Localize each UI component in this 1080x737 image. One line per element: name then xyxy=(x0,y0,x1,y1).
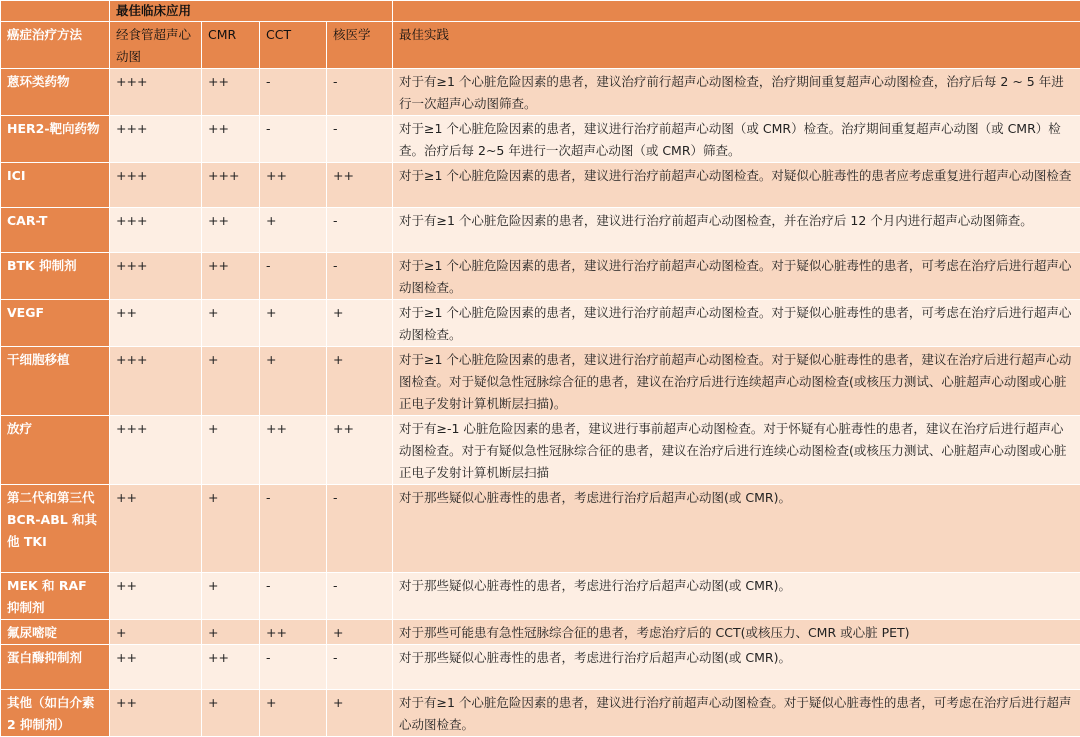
cell-cct: - xyxy=(260,485,327,573)
table-row xyxy=(1,253,1080,300)
cell-practice: 对于≥1 个心脏危险因素的患者，建议进行治疗前超声心动图检查。对于疑似心脏毒性的患者，建议在治疗后进行超声心动图检查。对于疑似急性冠脉综合征的患者，建议在治疗后进行连续超声心动图检查(或核压力测试、心脏超声心动图或心脏正电子发射计算机断层扫描)。 xyxy=(393,347,1080,416)
group-header-best-clinical-use: 最佳临床应用 xyxy=(110,1,393,22)
cell-practice: 对于≥1 个心脏危险因素的患者，建议进行治疗前超声心动图（或 CMR）检查。治疗期间重复超声心动图（或 CMR）检查。治疗后每 2~5 年进行一次超声心动图（或 CMR）筛查。 xyxy=(393,116,1080,163)
cell-practice: 对于有≥1 个心脏危险因素的患者，建议进行治疗前超声心动图检查。对于疑似心脏毒性的患者，可考虑在治疗后进行超声心动图检查。 xyxy=(393,690,1080,737)
cell-echo: ++ xyxy=(110,485,202,573)
cell-nuclear: ++ xyxy=(327,416,393,485)
cell-cct: + xyxy=(260,300,327,347)
table-row xyxy=(1,416,1080,485)
table-row xyxy=(1,300,1080,347)
column-header-practice: 最佳实践 xyxy=(393,22,1080,69)
cell-echo: ++ xyxy=(110,300,202,347)
cell-practice: 对于那些可能患有急性冠脉综合征的患者，考虑治疗后的 CCT(或核压力、CMR 或心脏 PET) xyxy=(393,620,1080,645)
cell-practice: 对于那些疑似心脏毒性的患者，考虑进行治疗后超声心动图(或 CMR)。 xyxy=(393,485,1080,573)
cell-echo: +++ xyxy=(110,416,202,485)
cell-cmr: ++ xyxy=(202,116,260,163)
cell-practice: 对于有≥1 个心脏危险因素的患者，建议进行治疗前超声心动图检查，并在治疗后 12 个月内进行超声心动图筛查。 xyxy=(393,208,1080,253)
cell-practice: 对于有≥-1 心脏危险因素的患者，建议进行事前超声心动图检查。对于怀疑有心脏毒性的患者，建议在治疗后进行超声心动图检查。对于有疑似急性冠脉综合征的患者，建议在治疗后进行连续心动图检查(或核压力测试、心脏超声心动图或心脏正电子发射计算机断层扫描 xyxy=(393,416,1080,485)
cell-cct: - xyxy=(260,253,327,300)
cell-practice: 对于那些疑似心脏毒性的患者，考虑进行治疗后超声心动图(或 CMR)。 xyxy=(393,645,1080,690)
cell-nuclear: - xyxy=(327,116,393,163)
cell-nuclear: + xyxy=(327,300,393,347)
column-header-echo: 经食管超声心动图 xyxy=(110,22,202,69)
row-method: MEK 和 RAF 抑制剂 xyxy=(1,573,110,620)
row-method: 干细胞移植 xyxy=(1,347,110,416)
cell-cct: + xyxy=(260,347,327,416)
table-row xyxy=(1,116,1080,163)
cell-nuclear: + xyxy=(327,690,393,737)
column-header-cct: CCT xyxy=(260,22,327,69)
row-method: 其他（如白介素 2 抑制剂） xyxy=(1,690,110,737)
table-row xyxy=(1,347,1080,416)
cell-echo: ++ xyxy=(110,645,202,690)
column-header-method: 癌症治疗方法 xyxy=(1,22,110,69)
cell-nuclear: + xyxy=(327,620,393,645)
table-row xyxy=(1,620,1080,645)
cell-cmr: + xyxy=(202,300,260,347)
row-method: 氟尿嘧啶 xyxy=(1,620,110,645)
cell-echo: ++ xyxy=(110,690,202,737)
table-row xyxy=(1,69,1080,116)
cell-nuclear: - xyxy=(327,69,393,116)
cell-nuclear: - xyxy=(327,253,393,300)
cell-nuclear: - xyxy=(327,645,393,690)
cell-echo: +++ xyxy=(110,69,202,116)
cell-cmr: ++ xyxy=(202,253,260,300)
cell-echo: +++ xyxy=(110,253,202,300)
row-method: ICI xyxy=(1,163,110,208)
cell-cct: + xyxy=(260,690,327,737)
cell-cct: + xyxy=(260,208,327,253)
row-method: 放疗 xyxy=(1,416,110,485)
column-header-cmr: CMR xyxy=(202,22,260,69)
cell-cmr: ++ xyxy=(202,645,260,690)
cell-echo: +++ xyxy=(110,347,202,416)
cell-cmr: + xyxy=(202,485,260,573)
cell-cct: - xyxy=(260,116,327,163)
cell-cmr: + xyxy=(202,620,260,645)
table-row xyxy=(1,485,1080,573)
cell-practice: 对于那些疑似心脏毒性的患者，考虑进行治疗后超声心动图(或 CMR)。 xyxy=(393,573,1080,620)
header-corner-cell xyxy=(1,1,110,22)
row-method: 第二代和第三代 BCR-ABL 和其他 TKI xyxy=(1,485,110,573)
cell-echo: +++ xyxy=(110,208,202,253)
cell-echo: +++ xyxy=(110,116,202,163)
cell-echo: ++ xyxy=(110,573,202,620)
cell-cct: - xyxy=(260,645,327,690)
table-row xyxy=(1,208,1080,253)
cell-cmr: + xyxy=(202,573,260,620)
cell-nuclear: - xyxy=(327,573,393,620)
row-method: BTK 抑制剂 xyxy=(1,253,110,300)
column-header-nuclear: 核医学 xyxy=(327,22,393,69)
cell-echo: + xyxy=(110,620,202,645)
cell-nuclear: + xyxy=(327,347,393,416)
row-method: 蒽环类药物 xyxy=(1,69,110,116)
cell-cmr: + xyxy=(202,416,260,485)
cell-cct: ++ xyxy=(260,163,327,208)
cell-cmr: ++ xyxy=(202,69,260,116)
row-method: VEGF xyxy=(1,300,110,347)
cell-nuclear: ++ xyxy=(327,163,393,208)
cell-practice: 对于≥1 个心脏危险因素的患者，建议进行治疗前超声心动图检查。对于疑似心脏毒性的患者，可考虑在治疗后进行超声心动图检查。 xyxy=(393,253,1080,300)
cell-practice: 对于≥1 个心脏危险因素的患者，建议进行治疗前超声心动图检查。对于疑似心脏毒性的患者，可考虑在治疗后进行超声心动图检查。 xyxy=(393,300,1080,347)
row-method: CAR-T xyxy=(1,208,110,253)
row-method: HER2-靶向药物 xyxy=(1,116,110,163)
cell-cct: - xyxy=(260,573,327,620)
table-row xyxy=(1,163,1080,208)
table-row xyxy=(1,573,1080,620)
cell-echo: +++ xyxy=(110,163,202,208)
cell-cct: ++ xyxy=(260,620,327,645)
cell-nuclear: - xyxy=(327,485,393,573)
cell-cct: - xyxy=(260,69,327,116)
cell-cmr: + xyxy=(202,690,260,737)
cell-cct: ++ xyxy=(260,416,327,485)
cell-practice: 对于有≥1 个心脏危险因素的患者，建议治疗前行超声心动图检查，治疗期间重复超声心动图检查，治疗后每 2 ~ 5 年进行一次超声心动图筛查。 xyxy=(393,69,1080,116)
header-blank-cell xyxy=(393,1,1080,22)
cell-cmr: + xyxy=(202,347,260,416)
table-row xyxy=(1,645,1080,690)
cell-nuclear: - xyxy=(327,208,393,253)
cell-cmr: +++ xyxy=(202,163,260,208)
table-row xyxy=(1,690,1080,737)
row-method: 蛋白酶抑制剂 xyxy=(1,645,110,690)
cell-practice: 对于≥1 个心脏危险因素的患者，建议进行治疗前超声心动图检查。对疑似心脏毒性的患者应考虑重复进行超声心动图检查 xyxy=(393,163,1080,208)
cell-cmr: ++ xyxy=(202,208,260,253)
